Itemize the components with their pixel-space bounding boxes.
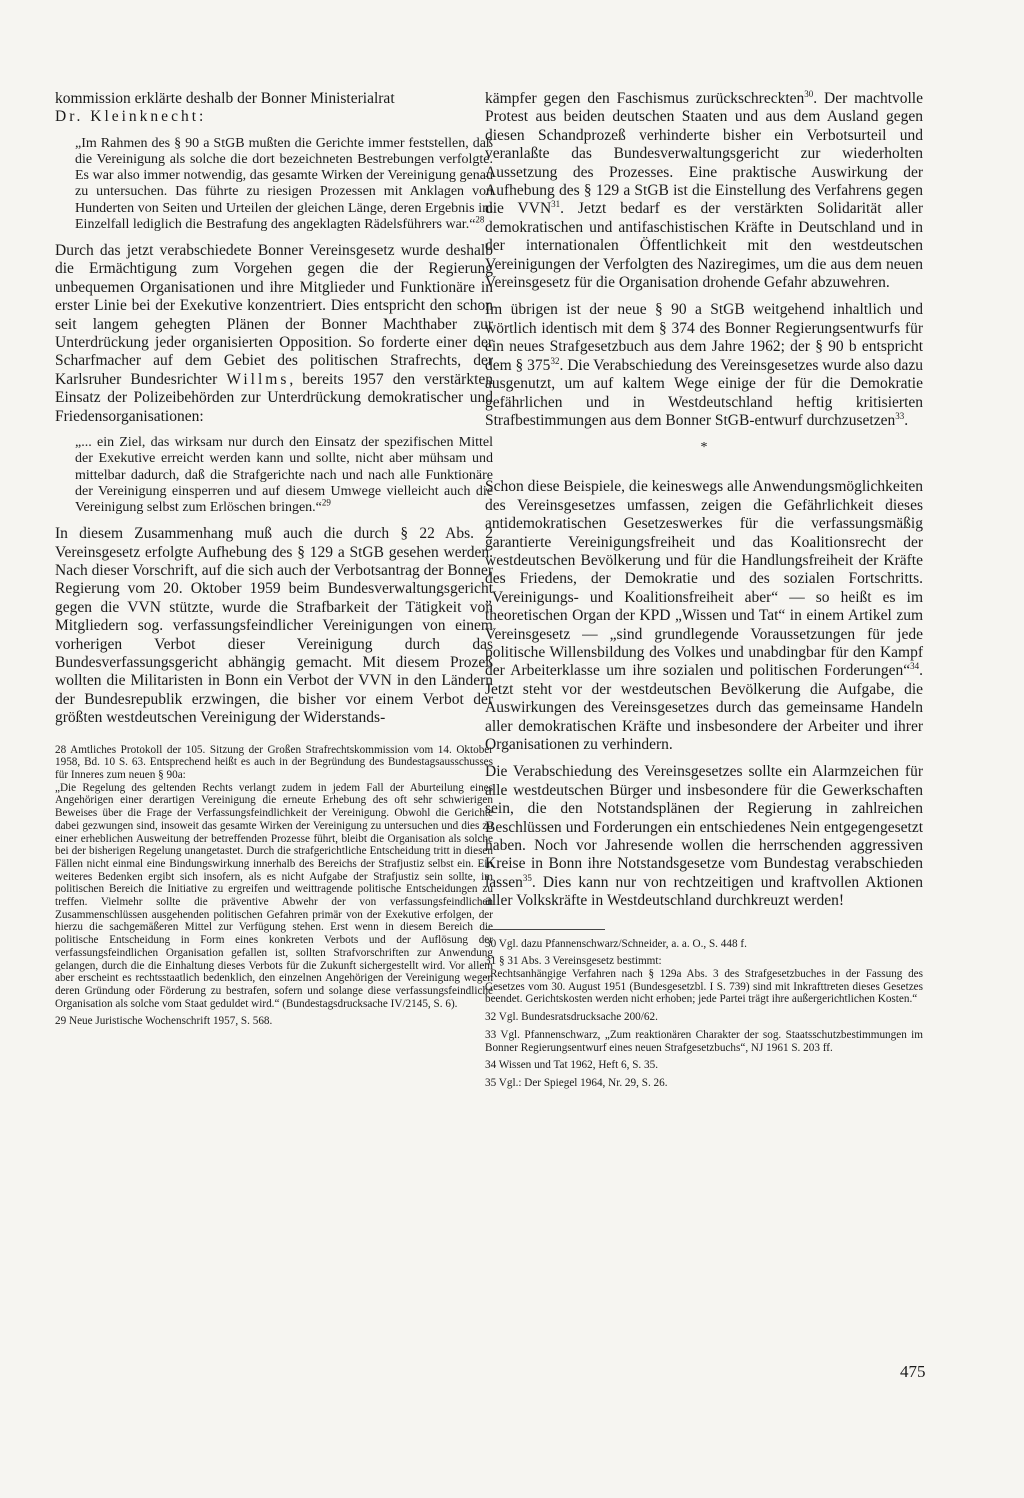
footnote-ref-30: 30 [804,88,814,99]
footnote-ref-31: 31 [551,199,561,210]
footnote-34: 34 Wissen und Tat 1962, Heft 6, S. 35. [485,1059,658,1072]
section-separator: * [700,440,708,456]
left-column [55,90,493,1033]
author-name-kleinknecht: Dr. Kleinknecht: [55,108,207,126]
footnote-29: 29 Neue Juristische Wochenschrift 1957, S. 568. [55,1015,273,1028]
right-paragraph-1: kämpfer gegen den Faschismus zurückschreckten$^{30}$. Der machtvolle Protest aus beiden deutschen Staaten und aus dem Ausland gegen diesen Schandprozeß verhinderte bisher ein Verbotsurteil und veranlaßte das Bundesverwaltungsgericht zur wiederholten Aussetzung des Prozesses. Eine praktische Auswirkung der Aufhebung des § 129 a StGB ist die Einstellung des Verfahrens gegen die VVN$^{31}$. Jetzt bedarf es der verstärkten Solidarität aller demokratischen und antifaschistischen Kräfte in Deutschland und in der internationalen Öffentlichkeit mit den westdeutschen Vereinigungen der Verfolgten des Naziregimes, um die aus dem neuen Vereinsgesetz für die Organisation drohende Gefahr abzuwehren. [485,88,923,292]
footnote-31: 31 § 31 Abs. 3 Vereinsgesetz bestimmt: „Rechtsanhängige Verfahren nach § 129a Abs. 3 des Strafgesetzbuches in der Fassung des Gesetzes vom 30. August 1951 (Bundesgesetzbl. I S. 739) sind mit Inkrafttreten dieses Gesetzes beendet. Gerichtskosten werden nicht erhoben; jede Partei trägt ihre außergerichtlichen Kosten.“ [485,955,923,1006]
footnote-ref-33: 33 [895,410,905,421]
left-paragraph-3: In diesem Zusammenhang muß auch die durch § 22 Abs. 2 Vereinsgesetz erfolgte Aufhebung des § 129 a StGB gesehen werden. Nach dieser Vorschrift, auf die sich auch der Verbotsantrag der Bonner Regierung vom 20. Oktober 1959 beim Bundesverwaltungsgericht gegen die VVN stützte, wurde die Strafbarkeit der Tätigkeit von Mitgliedern sog. verfassungsfeindlicher Vereinigungen von einem vorherigen Verbot dieser Vereinigung durch das Bundesverfassungsgericht abhängig gemacht. Mit diesem Prozeß wollten die Militaristen in Bonn ein Verbot der VVN in den Ländern der Bundesrepublik erzwingen, die bisher vor einem Verbot der größten westdeutschen Vereinigung der Widerstands- [55,525,493,727]
footnote-31-quote: „Rechtsanhängige Verfahren nach § 129a Abs. 3 des Strafgesetzbuches in der Fassung des Gesetzes vom 30. August 1951 (Bundesgesetzbl. I S. 739) sind mit Inkrafttreten dieses Gesetzes beendet. Gerichtskosten werden nicht erhoben; jede Partei trägt ihre außergerichtlichen Kosten.“ [485,968,923,1006]
author-name-willms: Willms [226,370,290,388]
right-paragraph-2: Im übrigen ist der neue § 90 a StGB weitgehend inhaltlich und wörtlich identisch mit dem § 374 des Bonner Regierungsentwurfs für ein neues Strafgesetzbuch aus dem Jahre 1962; der § 90 b entspricht dem § $375^{32}$. Die Verabschiedung des Vereinsgesetzes wurde also dazu ausgenutzt, um auf kaltem Wege einige der für die Demokratie gefährlichen und in Westdeutschland heftig kritisierten Strafbestimmungen aus dem Bonner StGB-entwurf durchzusetzen$^{33}$. [485,301,923,429]
footnote-35: 35 Vgl.: Der Spiegel 1964, Nr. 29, S. 26. [485,1076,668,1089]
left-paragraph-2: Durch das jetzt verabschiedete Bonner Vereinsgesetz wurde deshalb die Ermächtigung zum Vorgehen gegen die der Regierung unbequemen Organisationen und ihre Mitglieder und Funktionäre in erster Linie bei der Exekutive konzentriert. Dies entspricht den schon seit langem gehegten Plänen der Bonner Machthaber zur Unterdrückung jeder organisierten Opposition. So forderte einer der Scharfmacher auf dem Gebiet des politischen Strafrechts, der Karlsruher Bundesrichter Willms, bereits 1957 den verstärkten Einsatz der Polizeibehörden zur Unterdrückung demokratischer und Friedensorganisationen: [55,242,494,425]
left-footnotes [55,744,493,1028]
footnote-ref-35: 35 [522,872,532,883]
footnote-divider [485,929,605,930]
left-quote-2: „... ein Ziel, das wirksam nur durch den Einsatz der spezifischen Mittel der Exekutive erreicht werden kann und sollte, nicht aber mühsam und mittelbar dadurch, daß die Strafgerichte nach und nach alle Funktionäre der Vereinigung einsperren und auf diesem Umwege vielleicht auch die Vereinigung selbst zum Erlöschen bringen.“$^{29}$ [75,435,493,515]
page-number: 475 [900,1362,926,1381]
footnote-ref-32: 32 [550,355,560,366]
footnote-30: 30 Vgl. dazu Pfannenschwarz/Schneider, a. a. O., S. 448 f. [485,937,747,950]
footnote-ref-34: 34 [910,661,920,672]
left-quote-1: „Im Rahmen des § 90 a StGB mußten die Gerichte immer feststellen, daß die Vereinigung als solche die dort bezeichneten Bestrebungen verfolgte. Es war also immer notwendig, das gesamte Wirken der Vereinigung genau zu untersuchen. Das führte zu riesigen Prozessen mit Anklagen von Hunderten von Seiten und Urteilen der gleichen Länge, deren Ergebnis im Einzelfall lediglich die Bestrafung des angeklagten Rädelsführers war.“$^{28}$ [75,135,493,232]
footnote-33: 33 Vgl. Pfannenschwarz, „Zum reaktionären Charakter der sog. Staatsschutzbestimmungen im Bonner Regierungsentwurf eines neuen Strafgesetzbuchs“, NJ 1961 S. 203 ff. [485,1028,923,1054]
footnote-ref-28: 28 [475,214,485,225]
footnote-28: 28 Amtliches Protokoll der 105. Sitzung der Großen Strafrechtskommission vom 14. Oktober 1958, Bd. 10 S. 63. Entsprechend heißt es auch in der Begründung des Bundestagsausschusses für Inneres zum neuen § 90a: „Die Regelung des geltenden Rechts verlangt zudem in jedem Fall der Aburteilung eines Angehörigen einer derartigen Vereinigung die erneute Erhebung des oft sehr schwierigen Beweises über die Frage der Verfassungsfeindlichkeit der Vereinigung. Obwohl die Gerichte dabei gezwungen sind, insoweit das gesamte Wirken der Vereinigung zu untersuchen und dies zu einer erheblichen Ausweitung der betreffenden Prozesse führt, bleibt die Organisation als solche bei der bisherigen Regelung unangetastet. Durch die strafgerichtliche Entscheidung tritt in diesen Fällen nicht einmal eine Bindungswirkung innerhalb des Bereichs der Strafjustiz selbst ein. Ein weiteres Bedenken ergibt sich insofern, als es nicht Aufgabe der Strafjustiz sein sollte, im politischen Bereich die Initiative zu ergreifen und weittragende politische Entscheidungen zu treffen. Vielmehr sollte die präventive Abwehr der von verfassungsfeindlichen Zusammenschlüssen ausgehenden politischen Gefahren primär von der Exekutive erfolgen, der hierzu die sachgemäßeren Mittel zur Verfügung stehen. Erst wenn in diesem Bereich die politische Entscheidung in Form eines konkreten Verbots und der Auflösung der verfassungsfeindlichen Organisation gefallen ist, sollten Strafvorschriften zur Anwendung gelangen, durch die die Einhaltung dieses Verbots für die Zukunft sichergestellt wird. Vor allem aber erscheint es rechtsstaatlich bedenklich, den einzelnen Angehörigen der Vereinigung wegen deren Gründung oder Förderung zu bestrafen, sofern und solange diese verfassungsfeindliche Organisation als solche vom Staat geduldet wird.“ (Bundestagsdrucksache IV/2145, S. 6). [55,743,493,1010]
right-footnotes [485,938,923,1090]
right-paragraph-3: Schon diese Beispiele, die keineswegs alle Anwendungsmöglichkeiten des Vereinsgesetzes umfassen, zeigen die Gefährlichkeit dieses antidemokratischen Gesetzeswerkes für die verfassungsmäßig garantierte Vereinigungsfreiheit und das Koalitionsrecht der westdeutschen Bevölkerung und für die Handlungsfreiheit der Kräfte des Friedens, der Demokratie und des sozialen Fortschritts. „Vereinigungs- und Koalitionsfreiheit aber“ — so heißt es im theoretischen Organ der KPD „Wissen und Tat“ in einem Artikel zum Vereinsgesetz — „sind grundlegende Voraussetzungen für jede politische Willensbildung des Volkes und unabdingbar für den Kampf der Arbeiterklasse um ihre sozialen und politischen Forderungen“$^{34}$. Jetzt steht vor der westdeutschen Bevölkerung die Aufgabe, die Auswirkungen des Vereinsgesetzes durch das gemeinsame Handeln aller demokratischen Kräfte und insbesondere der Arbeiter und ihrer Organisationen zu verhindern. [485,478,923,753]
footnote-ref-29: 29 [321,497,331,508]
footnote-28-quote: „Die Regelung des geltenden Rechts verlangt zudem in jedem Fall der Aburteilung eines Angehörigen einer derartigen Vereinigung die erneute Erhebung des oft sehr schwierigen Beweises über die Frage der Verfassungsfeindlichkeit der Vereinigung. Obwohl die Gerichte dabei gezwungen sind, insoweit das gesamte Wirken der Vereinigung zu untersuchen und dies zu einer erheblichen Ausweitung der betreffenden Prozesse führt, bleibt die Organisation als solche bei der bisherigen Regelung unangetastet. Durch die strafgerichtliche Entscheidung tritt in diesen Fällen nicht einmal eine Bindungswirkung innerhalb des Bereichs der Strafjustiz selbst ein. Ein weiteres Bedenken ergibt sich insofern, als es nicht Aufgabe der Strafjustiz sein sollte, im politischen Bereich die Initiative zu ergreifen und weittragende politische Entscheidungen zu treffen. Vielmehr sollte die präventive Abwehr der von verfassungsfeindlichen Zusammenschlüssen ausgehenden politischen Gefahren primär von der Exekutive erfolgen, der hierzu die sachgemäßeren Mittel zur Verfügung stehen. Erst wenn in diesem Bereich die politische Entscheidung in Form eines konkreten Verbots und der Auflösung der verfassungsfeindlichen Organisation gefallen ist, sollten Strafvorschriften zur Anwendung gelangen, durch die die Einhaltung dieses Verbots für die Zukunft sichergestellt wird. Vor allem aber erscheint es rechtsstaatlich bedenklich, den einzelnen Angehörigen der Vereinigung wegen deren Gründung oder Förderung zu bestrafen, sofern und solange diese verfassungsfeindliche Organisation als solche vom Staat geduldet wird.“ (Bundestagsdrucksache IV/2145, S. 6). [55,781,493,1010]
left-paragraph-1: kommission erklärte deshalb der Bonner Ministerialrat Dr. Kleinknecht: [55,90,395,126]
footnote-32: 32 Vgl. Bundesratsdrucksache 200/62. [485,1011,658,1024]
right-paragraph-4: Die Verabschiedung des Vereinsgesetzes sollte ein Alarmzeichen für alle westdeutschen Bürger und insbesondere für die Gewerkschaften sein, die den Notstandsplänen der Regierung in zahlreichen Beschlüssen und Forderungen ein entschiedenes Nein entgegengesetzt haben. Noch vor Jahresende wollen die herrschenden aggressiven Kreise in Bonn ihre Notstandsgesetze vom Bundestag verabschieden lassen$^{35}$. Dies kann nur von rechtzeitigen und kraftvollen Aktionen aller Volkskräfte in Westdeutschland durchkreuzt werden! [485,763,923,910]
right-column [485,90,923,1095]
